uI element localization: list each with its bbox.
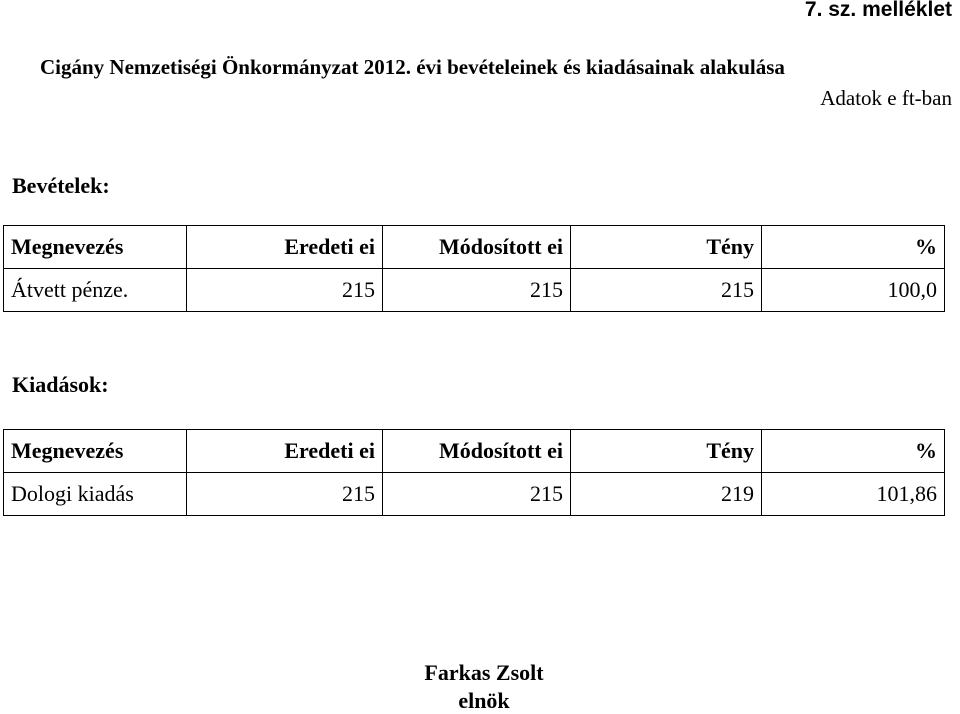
expenses-header-row [4,430,945,473]
cell-modified: 215 [383,473,571,516]
column-header-name: Megnevezés [4,226,187,269]
cell-actual: 219 [571,473,762,516]
column-header-actual: Tény [571,226,762,269]
table-row [4,269,945,312]
column-header-percent: % [762,430,945,473]
column-header-original: Eredeti ei [187,226,383,269]
signatory-name: Farkas Zsolt [424,660,544,685]
column-header-percent: % [762,226,945,269]
unit-note: Adatok e ft-ban [820,86,952,110]
cell-percent: 101,86 [762,473,945,516]
income-table [3,225,945,312]
column-header-modified: Módosított ei [383,226,571,269]
income-heading: Bevételek: [12,173,110,198]
column-header-actual: Tény [571,430,762,473]
table-row [4,473,945,516]
column-header-modified: Módosított ei [383,430,571,473]
expenses-table [3,429,945,516]
annex-label: 7. sz. melléklet [804,0,952,21]
column-header-name: Megnevezés [4,430,187,473]
column-header-original: Eredeti ei [187,430,383,473]
cell-name: Dologi kiadás [4,473,187,516]
cell-name: Átvett pénze. [4,269,187,312]
cell-original: 215 [187,473,383,516]
cell-actual: 215 [571,269,762,312]
cell-percent: 100,0 [762,269,945,312]
signatory-title: elnök [458,688,510,713]
document-title: Cigány Nemzetiségi Önkormányzat 2012. évi bevételeinek és kiadásainak alakulása [40,55,785,79]
cell-original: 215 [187,269,383,312]
income-header-row [4,226,945,269]
cell-modified: 215 [383,269,571,312]
expenses-heading: Kiadások: [12,372,109,397]
